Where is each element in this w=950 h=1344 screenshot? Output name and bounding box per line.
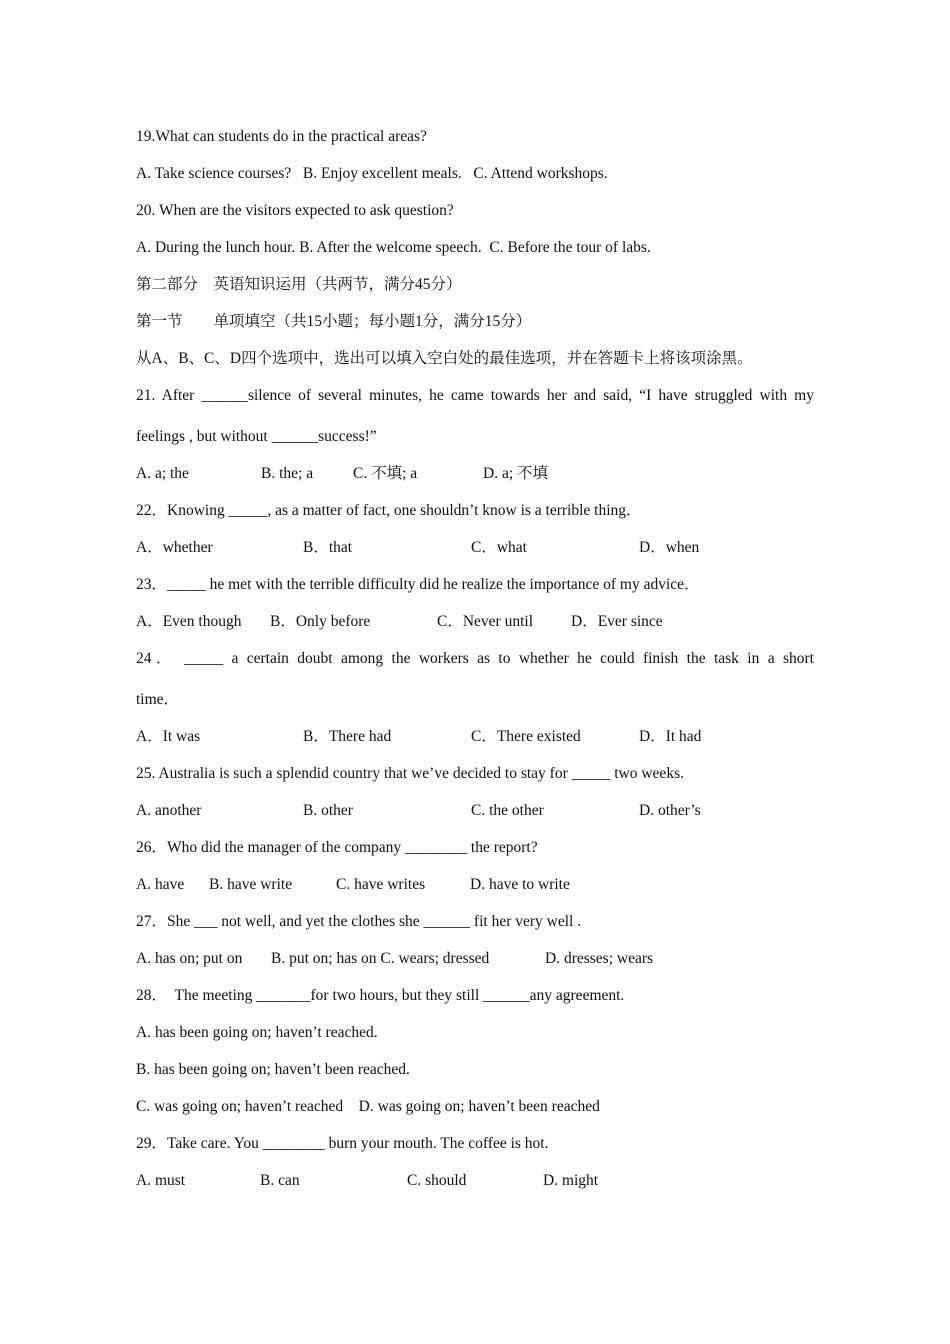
q25-options (136, 801, 814, 838)
q27-option-a: A. has on; put on (136, 950, 243, 967)
q21-options (136, 464, 814, 501)
q21-option-c: C. 不填; a (353, 465, 418, 482)
q27-options (136, 949, 814, 986)
q22-option-c: C．what (471, 539, 527, 556)
q23-option-b: B．Only before (270, 613, 371, 630)
q26-options (136, 875, 814, 912)
q27-option-d: D. dresses; wears (545, 950, 654, 967)
q23-option-d: D．Ever since (571, 613, 663, 630)
q25-option-c: C. the other (471, 802, 544, 819)
q21-option-b: B. the; a (261, 465, 314, 482)
q29-option-a: A. must (136, 1172, 186, 1189)
q22-option-b: B．that (303, 539, 353, 556)
q22-options (136, 538, 814, 575)
q26-option-b: B. have write (209, 876, 293, 893)
q27-stem: 27．She ___ not well, and yet the clothes she ______ fit her very well . (136, 913, 582, 930)
q25-stem: 25. Australia is such a splendid country that we’ve decided to stay for _____ two weeks. (136, 765, 684, 782)
q25-option-d: D. other’s (639, 802, 701, 819)
part-title: 第二部分 英语知识运用（共两节，满分45分） (136, 276, 462, 293)
q24-option-c: C．There existed (471, 728, 581, 745)
section-title: 第一节 单项填空（共15小题；每小题1分，满分15分） (136, 313, 532, 330)
q29-option-b: B. can (260, 1172, 300, 1189)
q25-option-b: B. other (303, 802, 353, 819)
q19-stem: 19.What can students do in the practical areas? (136, 128, 427, 145)
q26-stem: 26．Who did the manager of the company ________ the report? (136, 839, 538, 856)
q29-option-c: C. should (407, 1172, 467, 1189)
q24-option-a: A．It was (136, 728, 201, 745)
q27-option-bc: B. put on; has on C. wears; dressed (271, 950, 490, 967)
q21-option-d: D. a; 不填 (483, 465, 549, 482)
q23-stem: 23．_____ he met with the terrible difficulty did he realize the importance of my advice． (136, 576, 700, 593)
instruction: 从A、B、C、D四个选项中，选出可以填入空白处的最佳选项，并在答题卡上将该项涂黑。 (136, 350, 753, 367)
q24-options (136, 727, 814, 764)
q19-options: A. Take science courses? B. Enjoy excellent meals. C. Attend workshops. (136, 165, 608, 182)
q21-stem-line1: 21. After ______silence of several minutes, he came towards her and said, “I have struggled with my (136, 387, 814, 404)
q29-option-d: D. might (543, 1172, 599, 1189)
q20-options: A. During the lunch hour. B. After the welcome speech. C. Before the tour of labs. (136, 239, 651, 256)
q26-option-a: A. have (136, 876, 185, 893)
q24-option-b: B．There had (303, 728, 392, 745)
q23-option-a: A．Even though (136, 613, 242, 630)
exam-content (136, 127, 814, 1208)
q28-option-cd: C. was going on; haven’t reached D. was going on; haven’t been reached (136, 1098, 600, 1115)
q21-stem-line2: feelings , but without ______success!” (136, 428, 377, 445)
q28-option-b: B. has been going on; haven’t been reached. (136, 1061, 410, 1078)
q23-option-c: C．Never until (437, 613, 533, 630)
q22-stem: 22．Knowing _____, as a matter of fact, one shouldn’t know is a terrible thing． (136, 502, 642, 519)
q22-option-a: A．whether (136, 539, 213, 556)
q24-stem-line2: time． (136, 691, 180, 708)
q24-stem-line1: 24． _____ a certain doubt among the workers as to whether he could finish the task in a short (136, 650, 814, 667)
q28-option-a: A. has been going on; haven’t reached. (136, 1024, 378, 1041)
q22-option-d: D．when (639, 539, 700, 556)
q25-option-a: A. another (136, 802, 202, 819)
q24-option-d: D．It had (639, 728, 702, 745)
q26-option-d: D. have to write (470, 876, 570, 893)
q20-stem: 20. When are the visitors expected to ask question? (136, 202, 454, 219)
q26-option-c: C. have writes (336, 876, 426, 893)
q28-stem: 28． The meeting _______for two hours, but they still ______any agreement. (136, 987, 625, 1004)
q23-options (136, 612, 814, 649)
q29-stem: 29．Take care. You ________ burn your mouth. The coffee is hot. (136, 1135, 549, 1152)
q21-option-a: A. a; the (136, 465, 189, 482)
q29-options (136, 1171, 814, 1208)
